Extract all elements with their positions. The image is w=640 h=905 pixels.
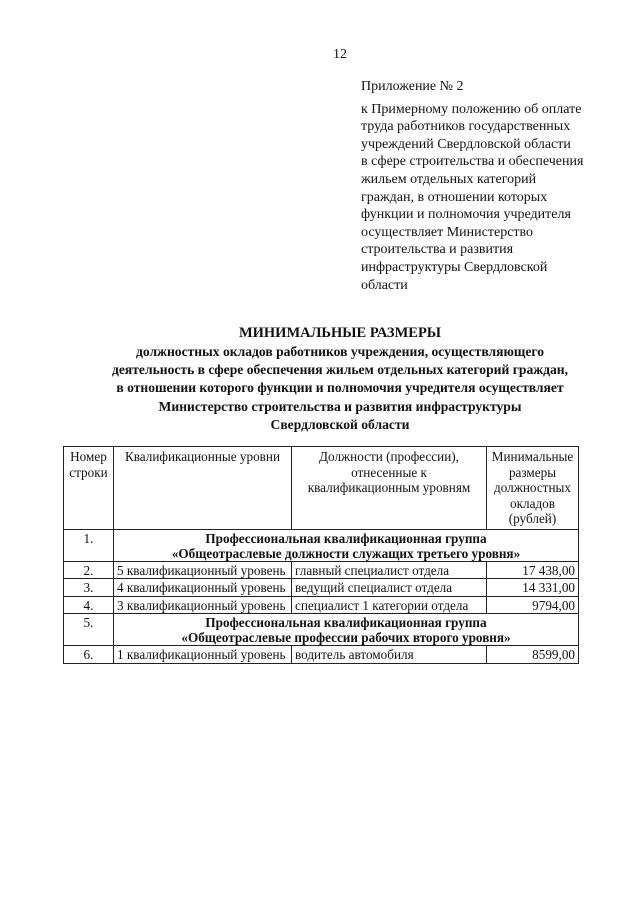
appendix-line: труда работников государственных <box>361 119 571 135</box>
group-name-line: «Общеотраслевые профессии рабочих второго уровня» <box>181 630 511 645</box>
salary-table <box>63 446 579 664</box>
table-row <box>64 561 579 579</box>
page-number: 12 <box>333 47 347 62</box>
min-salary: 8599,00 <box>487 646 579 664</box>
row-number: 3. <box>64 579 114 597</box>
row-number: 1. <box>64 529 114 561</box>
table-row <box>64 646 579 664</box>
table-header-row <box>64 447 579 530</box>
qualification-level: 3 квалификационный уровень <box>114 596 292 614</box>
document-heading <box>40 324 640 434</box>
min-salary: 9794,00 <box>487 596 579 614</box>
group-name-line: Профессиональная квалификационная группа <box>205 530 487 546</box>
appendix-line: строительства и развития <box>361 242 514 258</box>
header-min-salary: Минимальные размеры должностных окладов (рублей) <box>487 447 579 530</box>
group-name <box>114 614 579 646</box>
appendix-line: к Примерному положению об оплате <box>361 101 582 117</box>
appendix-line: жильем отдельных категорий <box>361 171 537 187</box>
header-positions: Должности (профессии), отнесенные к квалификационным уровням <box>292 447 487 530</box>
header-row-number: Номер строки <box>64 447 114 530</box>
table-row <box>64 614 579 646</box>
appendix-line: области <box>361 277 408 293</box>
appendix-line: инфраструктуры Свердловской <box>361 259 548 275</box>
document-subtitle-line: Министерство строительства и развития инфраструктуры <box>158 398 522 414</box>
appendix-line: учреждений Свердловской области <box>361 136 571 152</box>
position: водитель автомобиля <box>292 646 487 664</box>
table-row <box>64 579 579 597</box>
position: ведущий специалист отдела <box>292 579 487 597</box>
appendix-title: Приложение № 2 <box>361 79 464 94</box>
group-name <box>114 529 579 561</box>
min-salary: 17 438,00 <box>487 561 579 579</box>
group-name-line: «Общеотраслевые должности служащих третьего уровня» <box>171 545 521 561</box>
qualification-level: 5 квалификационный уровень <box>114 561 292 579</box>
appendix-line: граждан, в отношении которых <box>361 189 548 205</box>
row-number: 5. <box>64 614 114 646</box>
row-number: 6. <box>64 646 114 664</box>
appendix-block <box>361 78 616 294</box>
table-row <box>64 596 579 614</box>
document-title: МИНИМАЛЬНЫЕ РАЗМЕРЫ <box>238 325 442 341</box>
document-subtitle-line: Свердловской области <box>270 416 410 432</box>
group-name-line: Профессиональная квалификационная группа <box>205 615 487 630</box>
position: главный специалист отдела <box>292 561 487 579</box>
qualification-level: 1 квалификационный уровень <box>114 646 292 664</box>
row-number: 4. <box>64 596 114 614</box>
position: специалист 1 категории отдела <box>292 596 487 614</box>
row-number: 2. <box>64 561 114 579</box>
table-row <box>64 529 579 561</box>
document-subtitle-line: в отношении которого функции и полномочия учредителя осуществляет <box>116 380 564 396</box>
appendix-line: осуществляет Министерство <box>361 224 534 240</box>
header-qualification-level: Квалификационные уровни <box>114 447 292 530</box>
appendix-line: в сфере строительства и обеспечения <box>361 154 584 170</box>
min-salary: 14 331,00 <box>487 579 579 597</box>
qualification-level: 4 квалификационный уровень <box>114 579 292 597</box>
appendix-line: функции и полномочия учредителя <box>361 207 571 223</box>
document-subtitle-line: должностных окладов работников учреждения, осуществляющего <box>135 344 545 359</box>
document-subtitle-line: деятельность в сфере обеспечения жильем отдельных категорий граждан, <box>111 362 569 378</box>
